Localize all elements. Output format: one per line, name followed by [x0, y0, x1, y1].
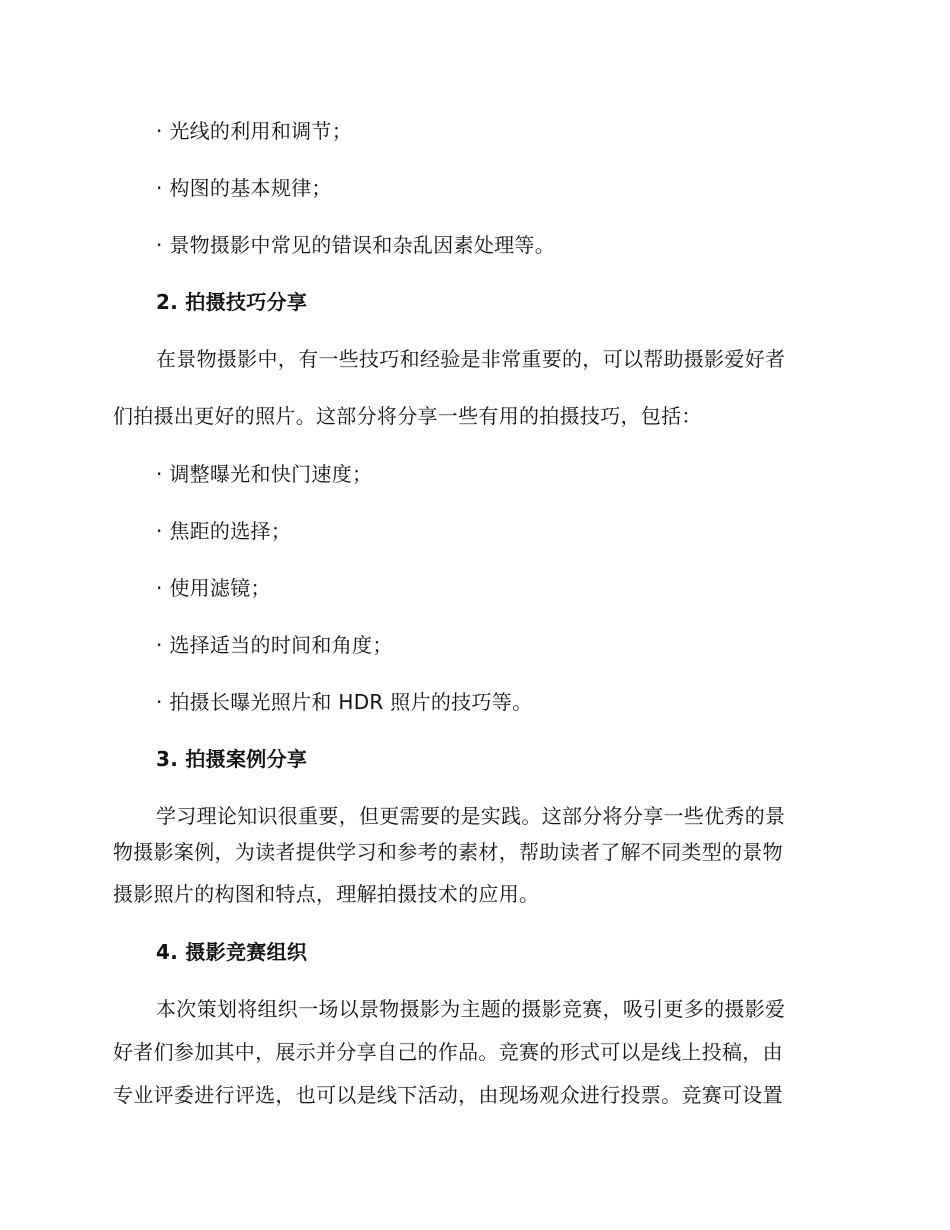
list-item: · 焦距的选择；: [156, 519, 292, 543]
section-heading: 3. 拍摄案例分享: [156, 747, 308, 771]
list-item: · 拍摄长曝光照片和 HDR 照片的技巧等。: [156, 690, 533, 714]
paragraph-line: 们拍摄出更好的照片。这部分将分享一些有用的拍摄技巧，包括：: [113, 404, 702, 428]
section-heading: 4. 摄影竞赛组织: [156, 940, 308, 964]
list-item: · 调整曝光和快门速度；: [156, 462, 373, 486]
paragraph-line: 好者们参加其中，展示并分享自己的作品。竞赛的形式可以是线上投稿，由: [113, 1040, 783, 1064]
paragraph-line: 物摄影案例，为读者提供学习和参考的素材，帮助读者了解不同类型的景物: [113, 840, 783, 864]
list-item: · 使用滤镜；: [156, 576, 271, 600]
list-item: · 选择适当的时间和角度；: [156, 633, 393, 657]
paragraph-line: 专业评委进行评选，也可以是线下活动，由现场观众进行投票。竞赛可设置: [113, 1083, 783, 1107]
paragraph-line: 在景物摄影中，有一些技巧和经验是非常重要的，可以帮助摄影爱好者: [156, 347, 786, 371]
paragraph-line: 学习理论知识很重要，但更需要的是实践。这部分将分享一些优秀的景: [156, 804, 786, 828]
paragraph-line: 摄影照片的构图和特点，理解拍摄技术的应用。: [113, 882, 540, 906]
list-item: · 光线的利用和调节；: [156, 119, 353, 143]
paragraph-line: 本次策划将组织一场以景物摄影为主题的摄影竞赛，吸引更多的摄影爱: [156, 997, 786, 1021]
list-item: · 景物摄影中常见的错误和杂乱因素处理等。: [156, 233, 556, 257]
section-heading: 2. 拍摄技巧分享: [156, 290, 308, 314]
list-item: · 构图的基本规律；: [156, 176, 332, 200]
